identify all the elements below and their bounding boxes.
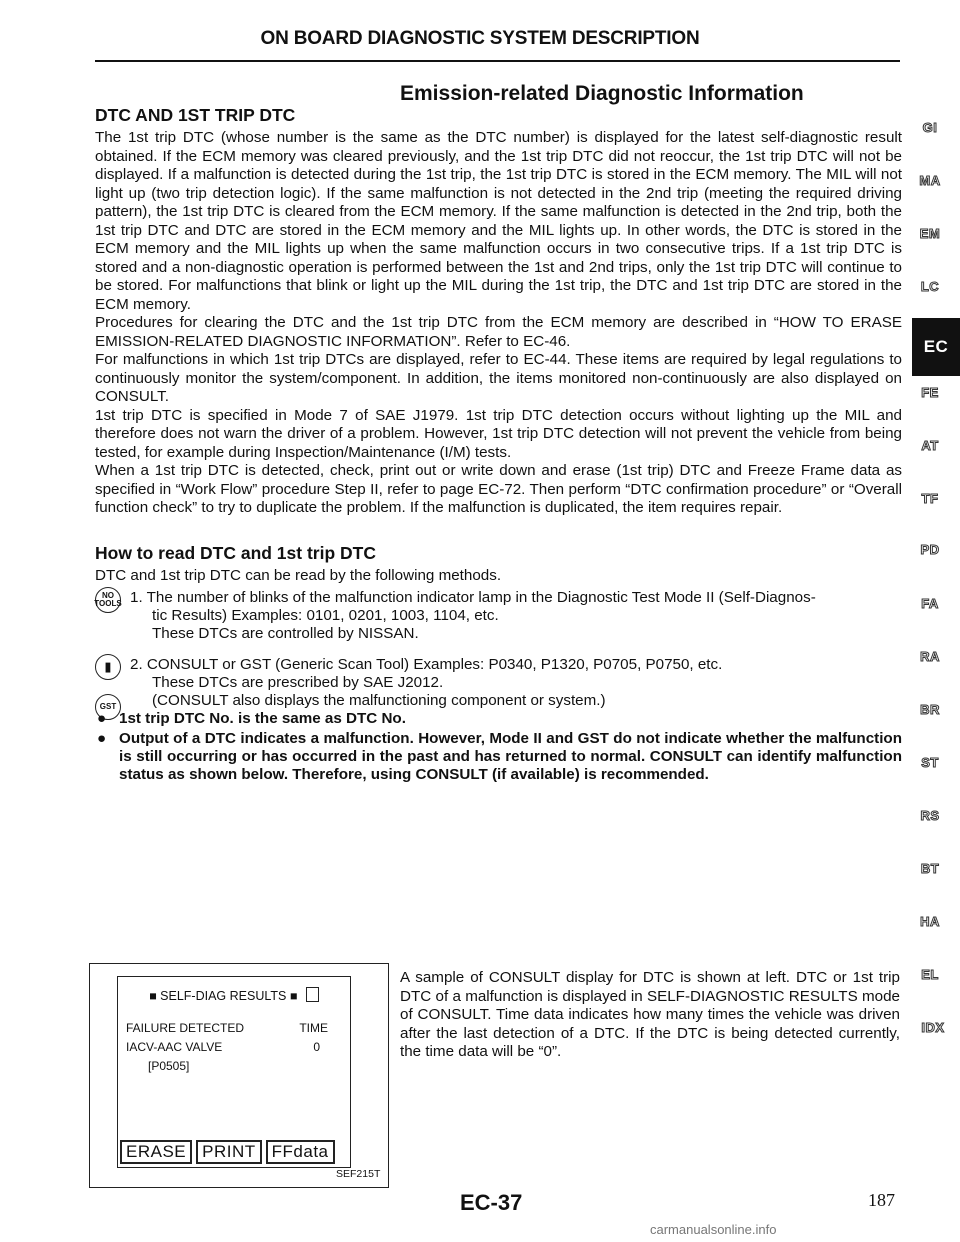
- consult-tool-icon: ▮: [95, 654, 121, 680]
- method-1: [95, 589, 902, 643]
- square-icon: ■: [289, 989, 298, 1003]
- tab-ec[interactable]: EC: [912, 318, 960, 376]
- tab-em[interactable]: EM: [919, 226, 941, 241]
- header-rule: [95, 60, 900, 62]
- dtc-paragraph-1: The 1st trip DTC (whose number is the same as the DTC number) is displayed for the latest self-diagnostic result obtained. If the ECM memory was cleared previously, and the 1st trip DTC did not reoccur, the 1st trip DTC will not be displayed. If a malfunction is detected during the 1st trip, the 1st trip DTC is stored in the ECM memory. The MIL will not light up (two trip detection logic). If the same malfunction is not detected in the 2nd trip (meeting the required driving pattern), the 1st trip DTC is cleared from the ECM memory. If the same malfunction is detected in the 2nd trip, both the 1st trip DTC and DTC are stored in the ECM memory and the MIL lights up. In other words, the DTC is stored in the ECM memory and the MIL lights up when the same malfunction occurs in two consecutive trips. If a 1st trip DTC is stored and a non-diagnostic operation is performed between the 1st and 2nd trips, only the 1st trip DTC will continue to be stored. For malfunctions that blink or light up the MIL during the 1st trip, the DTC and 1st trip DTC are stored in the ECM memory.: [95, 129, 902, 313]
- gst-icon: GST: [95, 694, 121, 720]
- method-2-line-2: These DTCs are prescribed by SAE J2012.: [152, 674, 444, 691]
- watermark: carmanualsonline.info: [650, 1222, 777, 1237]
- screen-title-row: [118, 987, 350, 1003]
- page-header: ON BOARD DIAGNOSTIC SYSTEM DESCRIPTION: [260, 28, 700, 49]
- tab-ha[interactable]: HA: [920, 914, 940, 929]
- tab-st[interactable]: ST: [921, 755, 939, 770]
- howto-heading: How to read DTC and 1st trip DTC: [95, 543, 376, 563]
- bullet-1-text: 1st trip DTC No. is the same as DTC No.: [119, 710, 406, 727]
- erase-button[interactable]: ERASE: [120, 1140, 192, 1164]
- tab-br[interactable]: BR: [920, 702, 940, 717]
- howto-intro: DTC and 1st trip DTC can be read by the following methods.: [95, 567, 502, 584]
- screen-title: SELF-DIAG RESULTS: [160, 989, 287, 1003]
- ffdata-button[interactable]: FFdata: [266, 1140, 335, 1164]
- print-button[interactable]: PRINT: [196, 1140, 262, 1164]
- dtc-paragraph-4: 1st trip DTC is specified in Mode 7 of SAE J1979. 1st trip DTC detection occurs without lighting up the MIL and therefore does not warn the driver of a problem. However, 1st trip DTC detection will not prevent the vehicle from being tested, for example during Inspection/Maintenance (I/M) tests.: [95, 406, 902, 461]
- tab-lc[interactable]: LC: [920, 279, 940, 294]
- tab-at[interactable]: AT: [921, 438, 939, 453]
- square-icon: ■: [149, 989, 157, 1003]
- page-number: 187: [868, 1190, 895, 1210]
- bullet-1: [95, 710, 902, 728]
- bullet-2-text: Output of a DTC indicates a malfunction. However, Mode II and GST do not indicate whether the malfunction is still occurring or has occurred in the past and has returned to normal. CONSULT can identify malfunction status as shown below. Therefore, using CONSULT (if available) is recommended.: [119, 730, 902, 783]
- failure-item-time: 0: [313, 1040, 320, 1054]
- tab-pd[interactable]: PD: [920, 542, 940, 557]
- tab-tf[interactable]: TF: [921, 491, 939, 506]
- consult-screen: [117, 976, 351, 1168]
- method-2-line-1: 2. CONSULT or GST (Generic Scan Tool) Examples: P0340, P1320, P0705, P0750, etc.: [130, 656, 723, 673]
- howto-list: [95, 567, 902, 784]
- method-1-line-2: tic Results) Examples: 0101, 0201, 1003, 1104, etc.: [152, 607, 499, 624]
- dtc-paragraph-3: For malfunctions in which 1st trip DTCs are displayed, refer to EC-44. These items are required by legal regulations to continuously monitor the system/component. In addition, the items monitored non-continuously are also displayed on CONSULT.: [95, 351, 902, 405]
- page-label: EC-37: [460, 1190, 523, 1215]
- tab-idx[interactable]: IDX: [921, 1020, 945, 1035]
- dtc-paragraph-5: When a 1st trip DTC is detected, check, print out or write down and erase (1st trip) DTC and Freeze Frame data as specified in “Work Flow” procedure Step II, refer to page EC-72. Then perform “DTC confirmation procedure” or “Overall function check” to try to duplicate the problem. If the malfunction is duplicated, the item requires repair.: [95, 462, 902, 516]
- tab-bt[interactable]: BT: [920, 861, 940, 876]
- dtc-body: [95, 129, 902, 518]
- section-title: Emission-related Diagnostic Information: [400, 82, 804, 105]
- figure-caption: A sample of CONSULT display for DTC is shown at left. DTC or 1st trip DTC of a malfunction is displayed in SELF-DIAGNOSTIC RESULTS mode of CONSULT. Time data indicates how many times the vehicle was driven after the last detection of a DTC. If the DTC is being detected currently, the time data will be “0”.: [400, 969, 900, 1060]
- figure-id: SEF215T: [336, 1168, 381, 1180]
- failure-item-name: IACV-AAC VALVE: [126, 1040, 223, 1054]
- bullet-2: [95, 730, 902, 784]
- tab-fa[interactable]: FA: [921, 596, 939, 611]
- bullet-dot-icon: ●: [97, 730, 107, 747]
- screen-buttons: [120, 1140, 335, 1164]
- col-header-failure: FAILURE DETECTED: [126, 1021, 245, 1035]
- method-2: [95, 656, 902, 710]
- bullet-dot-icon: ●: [97, 710, 107, 727]
- no-tools-icon: NO TOOLS: [95, 587, 121, 613]
- tab-rs[interactable]: RS: [920, 808, 940, 823]
- checkbox-icon: [306, 987, 319, 1002]
- failure-item-code: [P0505]: [148, 1059, 190, 1073]
- method-1-line-1: 1. The number of blinks of the malfunction indicator lamp in the Diagnostic Test Mode II (Self-Diagnos-: [130, 589, 816, 606]
- tab-gi[interactable]: GI: [922, 120, 938, 135]
- dtc-heading: DTC AND 1ST TRIP DTC: [95, 105, 296, 125]
- tab-el[interactable]: EL: [921, 967, 939, 982]
- dtc-paragraph-2: Procedures for clearing the DTC and the 1st trip DTC from the ECM memory are described in “HOW TO ERASE EMISSION-RELATED DIAGNOSTIC INFORMATION”. Refer to EC-46.: [95, 314, 902, 350]
- tab-ma[interactable]: MA: [919, 173, 941, 188]
- tab-fe[interactable]: FE: [921, 385, 939, 400]
- col-header-time: TIME: [299, 1021, 328, 1035]
- method-1-line-3: These DTCs are controlled by NISSAN.: [152, 625, 419, 642]
- method-2-line-3: (CONSULT also displays the malfunctioning component or system.): [152, 692, 606, 709]
- tab-ra[interactable]: RA: [920, 649, 940, 664]
